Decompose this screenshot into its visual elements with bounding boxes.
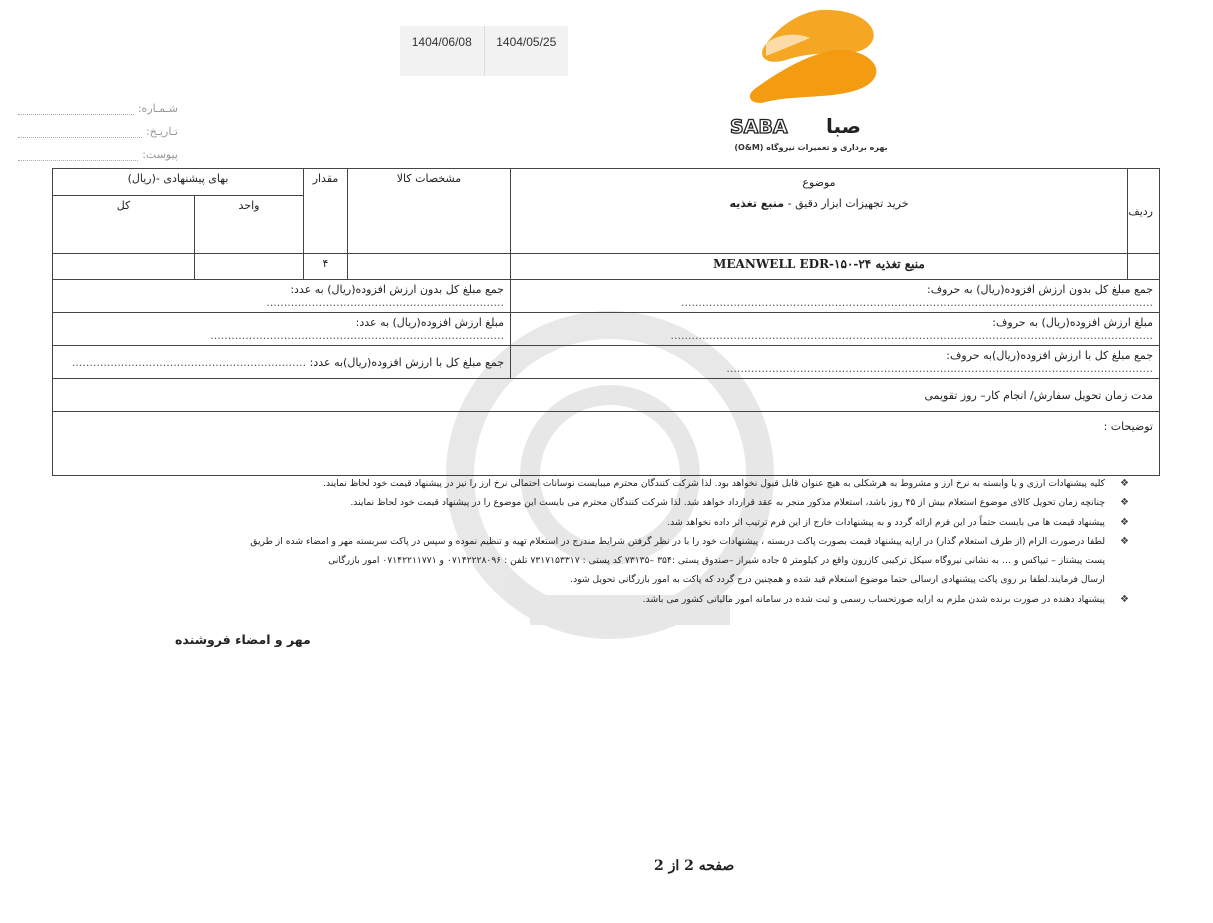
sum-vat-num-blank: ...................................................................: [71, 355, 307, 369]
date-deadline: 1404/06/08: [411, 35, 472, 49]
meta-number-label: شـمـاره:: [137, 102, 178, 115]
sum-vat-words-label: جمع مبلغ کل با ارزش افزوده(ریال)به حروف:: [946, 349, 1153, 362]
subject-bold: منبع تغذیه: [729, 197, 785, 210]
diamond-bullet-icon: ❖: [1120, 516, 1129, 528]
item-name: منبع تغذیه MEANWELL EDR-۱۵۰-۲۴: [511, 254, 1128, 280]
note-text: لطفا درصورت الزام (از طرف استعلام گذار) در ارایه پیشنهاد قیمت بصورت پاکت دربسته ، پیشنهادات خود را با در نظر گرفتن شرایط مندرج در استعلام تهیه و تنظیم نموده و سپس در پاکت سربسته مهر و امضاء شده از طریق: [250, 535, 1105, 547]
note-text: پست پیشتاز – تیپاکس و … به نشانی نیروگاه سیکل ترکیبی کازرون واقع در کیلومتر ۵ جاده شیراز –صندوق پستی :۳۵۴ –۷۳۱۳۵ کد پستی : ۷۳۱۷۱۵۳۳۱۷ تلفن : ۰۷۱۴۲۲۲۸۰۹۶ و ۰۷۱۴۲۲۱۱۷۷۱ امور بازرگانی: [328, 555, 1105, 567]
header-unit: واحد: [195, 196, 304, 254]
item-row-no: [1128, 254, 1160, 280]
list-item: [170, 493, 1129, 512]
delivery-time: مدت زمان تحویل سفارش/ انجام کار– روز تقویمی: [53, 379, 1160, 412]
vat-words-blank: ..........................................................................................................................................: [670, 329, 1153, 342]
quote-table: [53, 168, 1160, 476]
list-item: [170, 532, 1129, 551]
note-text: پیشنهاد دهنده در صورت برنده شدن ملزم به ارایه صورتحساب رسمی و ثبت شده در سامانه امور مالیاتی کشور می باشد.: [642, 593, 1105, 605]
header-total: کل: [53, 196, 195, 254]
note-text: چنانچه زمان تحویل کالای موضوع استعلام بیش از ۴۵ روز باشد، استعلام مذکور منجر به عقد قرارداد خواهد شد. لذا شرکت کنندگان محترم می بایست این موضوع را در پیشنهاد قیمت خود لحاظ نمایند.: [350, 497, 1105, 509]
date-box: [400, 26, 568, 76]
subject-value: [517, 197, 1121, 210]
meta-number: [18, 92, 178, 115]
sum-no-vat-words-cell: [511, 280, 1160, 313]
sum-vat-words-blank: ..........................................................................................................................: [726, 362, 1153, 375]
diamond-bullet-icon: ❖: [1120, 478, 1129, 489]
meta-date: [18, 115, 178, 138]
sum-no-vat-num-cell: [53, 280, 511, 313]
vat-num-cell: [53, 313, 511, 346]
diamond-bullet-icon: ❖: [1120, 593, 1129, 605]
meta-attachment-blank: [18, 151, 138, 161]
vat-words-label: مبلغ ارزش افزوده(ریال) به حروف:: [992, 316, 1153, 329]
note-text: ارسال فرمایند.لطفا بر روی پاکت پیشنهادی ارسالی حتما موضوع استعلام قید شده و همچنین درج گردد که پاکت به امور بازرگانی تحویل شود.: [570, 574, 1105, 586]
sum-no-vat-words-label: جمع مبلغ کل بدون ارزش افزوده(ریال) به حروف:: [926, 283, 1153, 296]
list-item-continued: [170, 551, 1105, 570]
terms-list: [170, 474, 1129, 609]
item-specs: [348, 254, 511, 280]
svg-text:SABA: SABA: [730, 116, 788, 138]
subject-text: خرید تجهیزات ابزار دقیق -: [787, 197, 909, 210]
sum-no-vat-words-blank: .......................................................................................................................................: [680, 296, 1153, 309]
meta-attachment: [18, 138, 178, 161]
saba-wordmark: [726, 112, 896, 138]
item-unit-price: [195, 254, 304, 280]
header-subject: [511, 169, 1128, 254]
diamond-bullet-icon: ❖: [1120, 497, 1129, 509]
date-issued: 1404/05/25: [484, 26, 569, 76]
logo-subtitle: بهره برداری و تعمیرات نیروگاه (O&M): [734, 143, 888, 152]
header-row-no: ردیف: [1128, 169, 1160, 254]
page-number: صفحه 2 از 2: [654, 858, 735, 874]
note-text: پیشنهاد قیمت ها می بایست حتماً در این فرم ارائه گردد و به پیشنهادات خارج از این فرم ترتیب اثر داده نخواهد شد.: [667, 516, 1105, 528]
company-logo: [726, 4, 896, 154]
meta-date-label: تـاریـخ:: [145, 125, 178, 138]
list-item: [170, 590, 1129, 609]
sum-no-vat-num-label: جمع مبلغ کل بدون ارزش افزوده(ریال) به عدد:: [290, 283, 504, 296]
seller-seal-signature: مهر و امضاء فروشنده: [175, 632, 311, 647]
header-qty: مقدار: [304, 169, 348, 254]
note-text: کلیه پیشنهادات ارزی و یا وابسته به نرخ ارز و مشروط به هرشکلی به هیچ عنوان قابل قبول نخواهد بود. لذا شرکت کنندگان محترم میبایست نوسانات احتمالی نرخ ارز را نیز در پیشنهاد قیمت خود لحاظ نمایند.: [323, 478, 1105, 489]
header-price: بهای پیشنهادی -(ریال): [53, 169, 304, 196]
svg-text:صبا: صبا: [826, 114, 861, 138]
item-total-price: [53, 254, 195, 280]
list-item-continued: [170, 570, 1105, 589]
item-qty: ۴: [304, 254, 348, 280]
sum-vat-num-label: جمع مبلغ کل با ارزش افزوده(ریال)به عدد:: [309, 355, 504, 369]
letter-meta: [18, 92, 178, 161]
vat-num-blank: ....................................................................................: [210, 329, 504, 342]
header-specs: مشخصات کالا: [348, 169, 511, 254]
remarks: توضیحات :: [53, 412, 1160, 476]
diamond-bullet-icon: ❖: [1120, 535, 1129, 547]
sum-no-vat-num-blank: ....................................................................: [266, 296, 504, 309]
vat-num-label: مبلغ ارزش افزوده(ریال) به عدد:: [355, 316, 504, 329]
sum-vat-words-cell: [511, 346, 1160, 379]
list-item: [170, 513, 1129, 532]
sum-vat-num-cell: [53, 346, 511, 379]
meta-date-blank: [18, 128, 142, 138]
meta-attachment-label: پیوست:: [142, 148, 178, 161]
list-item: [170, 474, 1129, 493]
saba-logo-icon: [726, 4, 896, 109]
vat-words-cell: [511, 313, 1160, 346]
meta-number-blank: [18, 105, 134, 115]
subject-label: موضوع: [802, 176, 836, 189]
